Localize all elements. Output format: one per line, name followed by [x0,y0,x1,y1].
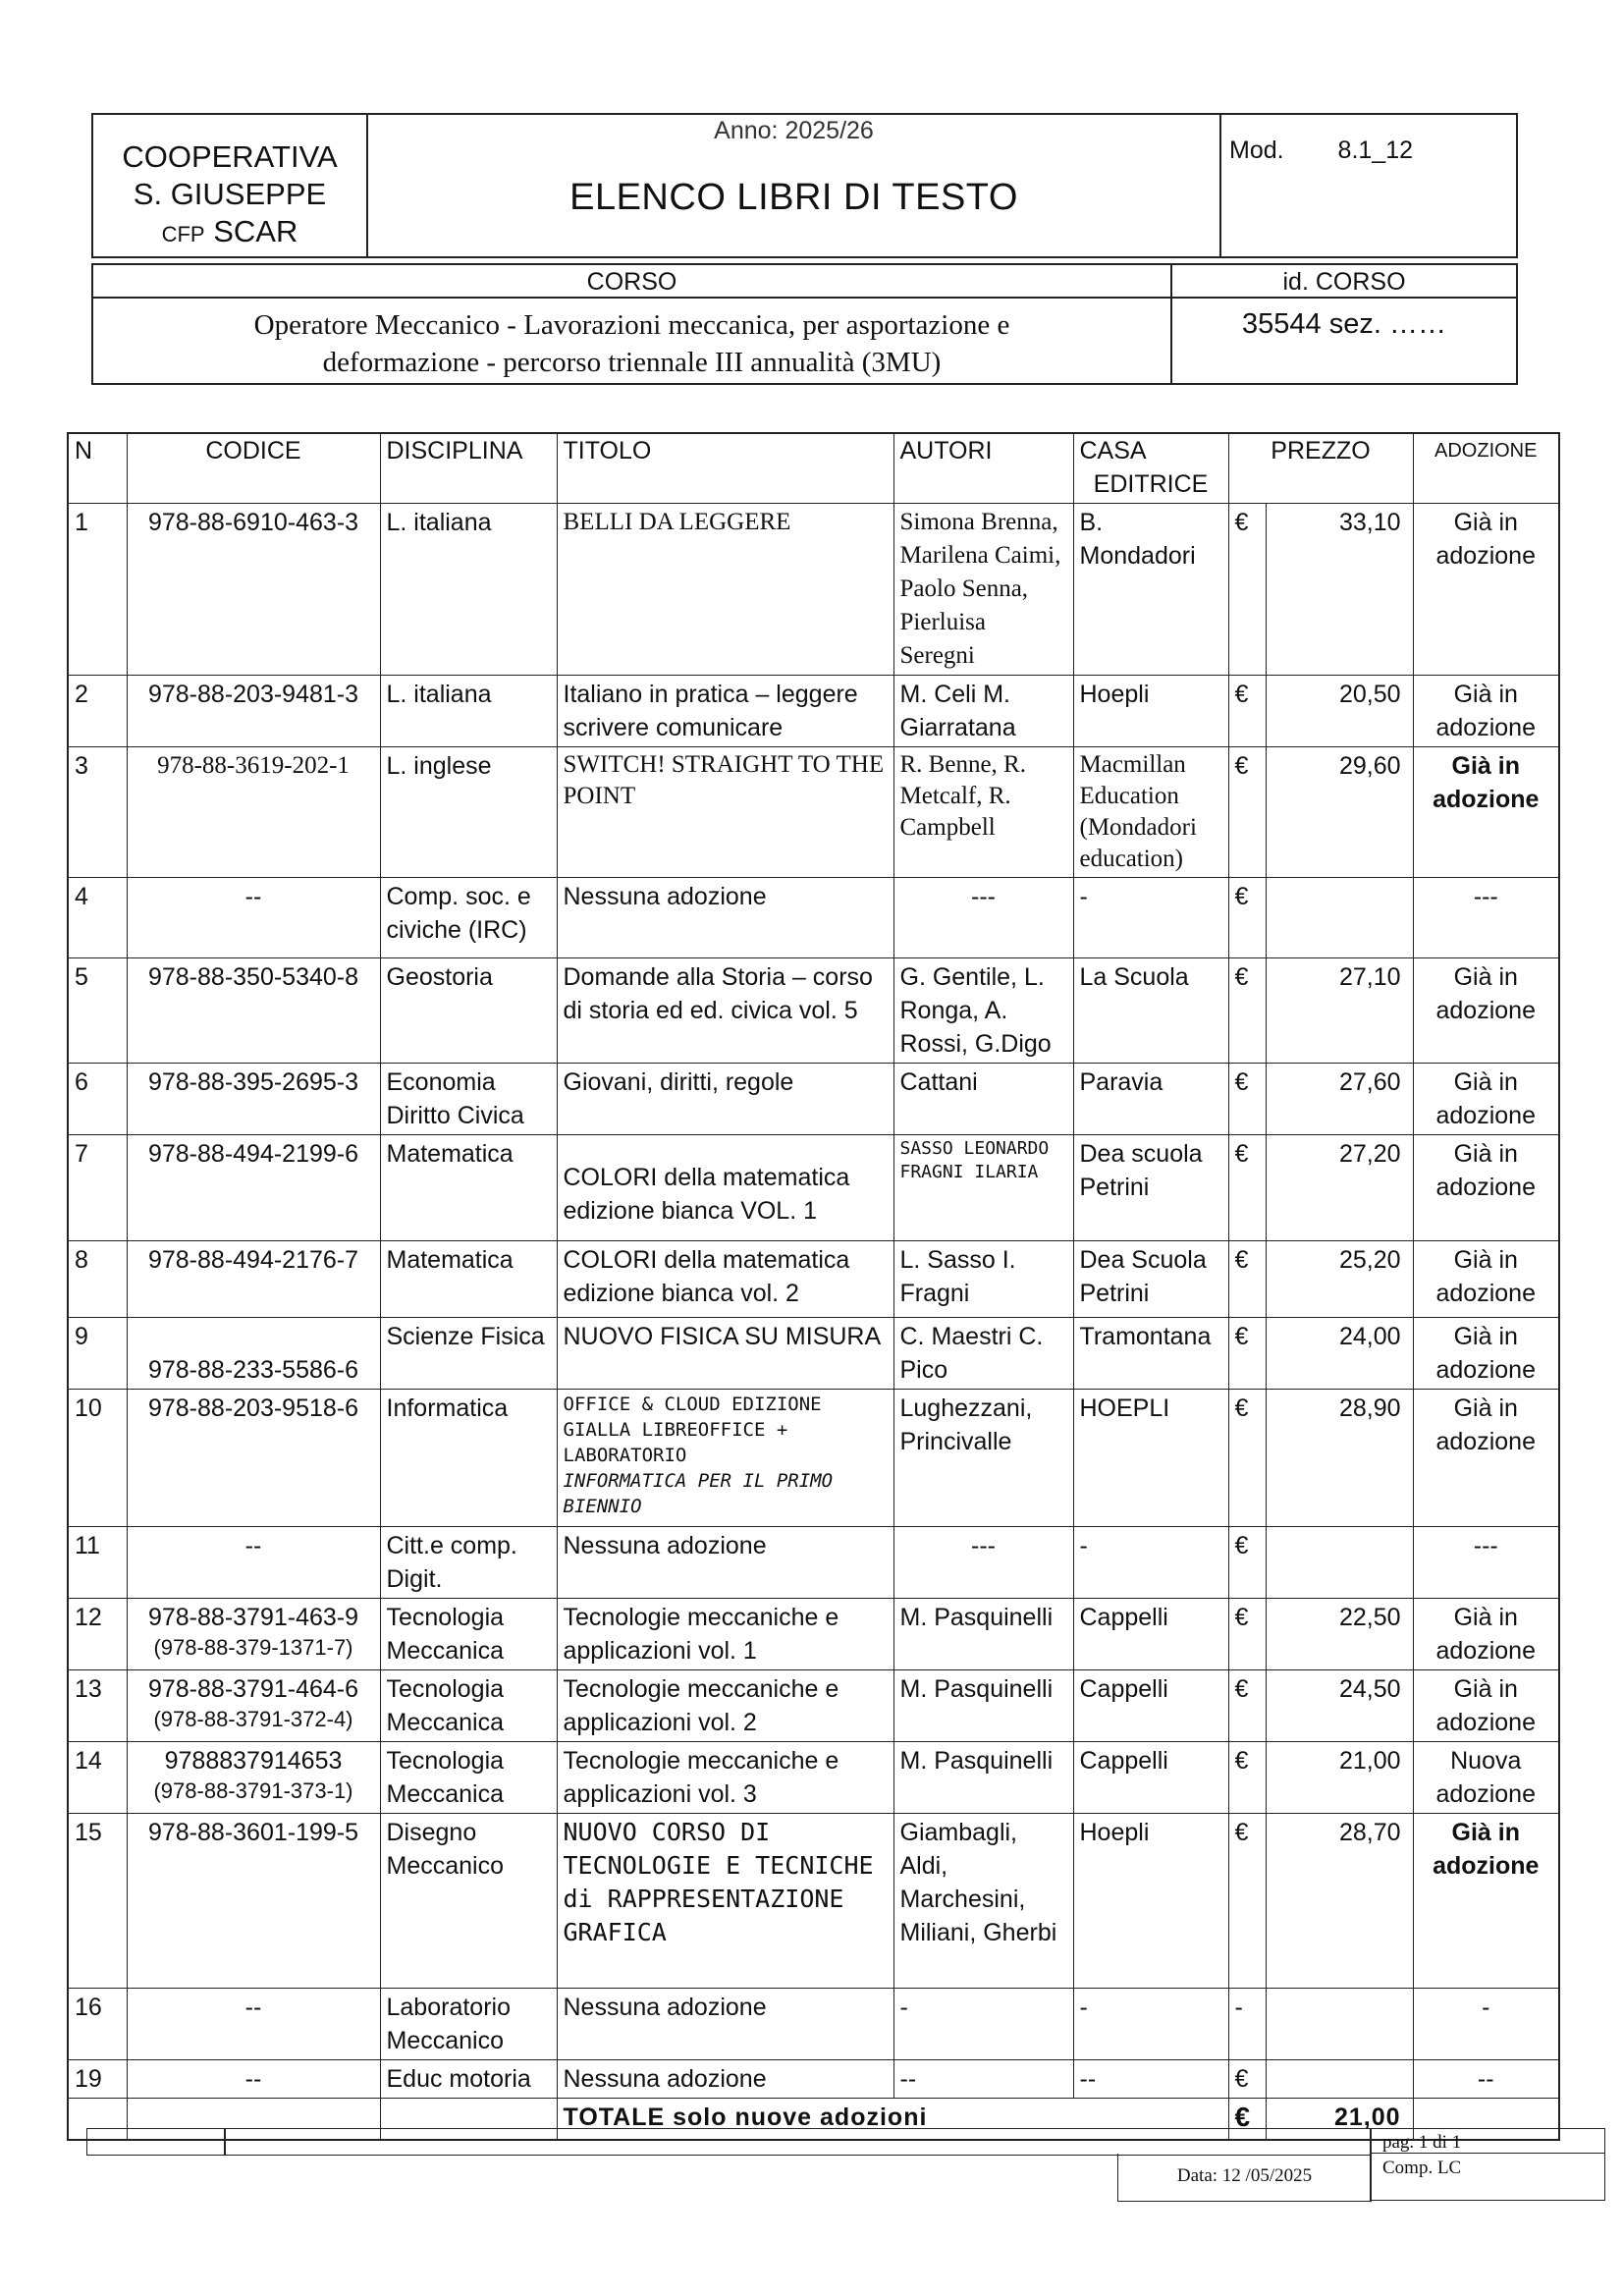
cell-autori: M. Pasquinelli [893,1742,1073,1814]
cell-autori: G. Gentile, L. Ronga, A. Rossi, G.Digo [893,958,1073,1064]
table-row [68,1670,1559,1742]
cell-disciplina: L. inglese [380,747,557,878]
cell-adozione: Già in adozione [1413,958,1559,1064]
cell-casa: B. Mondadori [1073,504,1228,676]
cell-n: 4 [68,878,127,958]
footer-box [224,2128,1372,2156]
cell-prezzo: 33,10 [1266,504,1413,676]
cell-prezzo: 28,90 [1266,1390,1413,1527]
cell-prezzo [1266,2060,1413,2099]
cell-disciplina: Tecnologia Meccanica [380,1599,557,1670]
cell-prezzo: 24,50 [1266,1670,1413,1742]
cell-disciplina: Geostoria [380,958,557,1064]
cell-titolo: Nessuna adozione [557,2060,893,2099]
table-row [68,1814,1559,1989]
cell-autori: Giambagli, Aldi, Marchesini, Miliani, Gherbi [893,1814,1073,1989]
cell-adozione: Già in adozione [1413,1814,1559,1989]
cell-casa: - [1073,878,1228,958]
cell-prezzo: 28,70 [1266,1814,1413,1989]
cell-codice: 978-88-3791-463-9 (978-88-379-1371-7) [127,1599,380,1670]
cell-n: 19 [68,2060,127,2099]
cell-n: 7 [68,1135,127,1241]
total-label: TOTALE solo nuove adozioni [557,2099,1228,2140]
cell-titolo: NUOVO CORSO DI TECNOLOGIE E TECNICHE di RAPPRESENTAZIONE GRAFICA [557,1814,893,1989]
table-row [68,958,1559,1064]
table-row [68,1989,1559,2060]
cell-titolo: Nessuna adozione [557,1989,893,2060]
cell-casa: HOEPLI [1073,1390,1228,1527]
cell-titolo: Nessuna adozione [557,1527,893,1599]
cell-autori: --- [893,878,1073,958]
cell-prezzo: 27,60 [1266,1064,1413,1135]
table-row [68,1390,1559,1527]
cell-valuta: € [1228,676,1266,747]
cell-codice: 978-88-494-2199-6 [127,1135,380,1241]
table-row [68,1742,1559,1814]
cell-prezzo: 24,00 [1266,1318,1413,1390]
cell-adozione: - [1413,1989,1559,2060]
cell-titolo: Tecnologie meccaniche e applicazioni vol. 1 [557,1599,893,1670]
cell-disciplina: Tecnologia Meccanica [380,1670,557,1742]
cell-codice: 978-88-350-5340-8 [127,958,380,1064]
cell-casa: La Scuola [1073,958,1228,1064]
cell-codice: 978-88-203-9518-6 [127,1390,380,1527]
total-valuta: € [1228,2099,1266,2140]
cell-n: 9 [68,1318,127,1390]
cell-valuta: € [1228,1318,1266,1390]
cell-disciplina: Matematica [380,1135,557,1241]
cell-codice: 978-88-3601-199-5 [127,1814,380,1989]
org-name-2: S. GIUSEPPE [133,177,327,211]
header-codice: CODICE [127,433,380,504]
cell-adozione: Già in adozione [1413,676,1559,747]
cell-titolo: Giovani, diritti, regole [557,1064,893,1135]
cell-codice: 978-88-3619-202-1 [127,747,380,878]
table-row [68,1241,1559,1318]
cell-disciplina: Tecnologia Meccanica [380,1742,557,1814]
cell-prezzo [1266,878,1413,958]
cell-titolo: Italiano in pratica – leggere scrivere comunicare [557,676,893,747]
cell-titolo: OFFICE & CLOUD EDIZIONE GIALLA LIBREOFFICE + LABORATORIO INFORMATICA PER IL PRIMO BIENNIO [557,1390,893,1527]
table-row [68,504,1559,676]
cell-codice: 978-88-6910-463-3 [127,504,380,676]
cell-adozione: --- [1413,1527,1559,1599]
cell-adozione: Già in adozione [1413,504,1559,676]
cell-valuta: € [1228,1064,1266,1135]
cell-adozione: Già in adozione [1413,1390,1559,1527]
page-footer [86,2128,1508,2202]
cell-disciplina: Informatica [380,1390,557,1527]
table-row [68,1064,1559,1135]
cell-n: 1 [68,504,127,676]
cell-titolo: COLORI della matematica edizione bianca VOL. 1 [557,1135,893,1241]
header-titolo: TITOLO [557,433,893,504]
org-cfp: CFP SCAR [161,214,298,248]
cell-adozione: Già in adozione [1413,1064,1559,1135]
table-row [68,878,1559,958]
footer-date: Data: 12 /05/2025 [1117,2154,1372,2202]
mod-label: Mod. [1229,137,1284,164]
cell-codice: -- [127,1527,380,1599]
cell-valuta: € [1228,747,1266,878]
cell-codice: 978-88-494-2176-7 [127,1241,380,1318]
cell-n: 2 [68,676,127,747]
footer-compiler: Comp. LC [1370,2154,1605,2201]
cell-adozione: Già in adozione [1413,1241,1559,1318]
course-id-value: 35544 sez. …… [1242,308,1446,340]
header-n: N [68,433,127,504]
cell-autori: M. Pasquinelli [893,1599,1073,1670]
table-row [68,1527,1559,1599]
table-header-row [68,433,1559,504]
cell-autori: M. Pasquinelli [893,1670,1073,1742]
course-id-label: id. CORSO [1172,265,1516,299]
header-disciplina: DISCIPLINA [380,433,557,504]
cell-casa: Macmillan Education (Mondadori education) [1073,747,1228,878]
cell-casa: -- [1073,2060,1228,2099]
cell-disciplina: Educ motoria [380,2060,557,2099]
cell-n: 8 [68,1241,127,1318]
cell-n: 10 [68,1390,127,1527]
footer-page-number: pag. 1 di 1 [1370,2128,1605,2154]
course-box [91,263,1518,385]
cell-autori: -- [893,2060,1073,2099]
cell-valuta: € [1228,1670,1266,1742]
header-adozione: ADOZIONE [1413,433,1559,504]
cell-valuta: € [1228,1814,1266,1989]
cell-valuta: € [1228,1390,1266,1527]
cell-valuta: € [1228,878,1266,958]
cell-codice: -- [127,2060,380,2099]
organization-box [93,115,368,256]
cell-codice: -- [127,878,380,958]
cell-casa: Dea Scuola Petrini [1073,1241,1228,1318]
cell-prezzo [1266,1527,1413,1599]
cell-autori: Lughezzani, Princivalle [893,1390,1073,1527]
cell-adozione: Già in adozione [1413,1599,1559,1670]
header-prezzo: PREZZO [1228,433,1413,504]
cell-prezzo: 27,10 [1266,958,1413,1064]
cell-titolo: NUOVO FISICA SU MISURA [557,1318,893,1390]
cell-adozione: Già in adozione [1413,1318,1559,1390]
cell-prezzo: 20,50 [1266,676,1413,747]
cell-disciplina: Laboratorio Meccanico [380,1989,557,2060]
cell-valuta: € [1228,1241,1266,1318]
table-row [68,2060,1559,2099]
cell-autori: --- [893,1527,1073,1599]
cell-titolo: Tecnologie meccaniche e applicazioni vol. 2 [557,1670,893,1742]
textbook-table [67,432,1560,2141]
cell-titolo: COLORI della matematica edizione bianca vol. 2 [557,1241,893,1318]
cell-prezzo [1266,1989,1413,2060]
cell-casa: - [1073,1989,1228,2060]
table-row [68,1318,1559,1390]
cell-valuta: € [1228,2060,1266,2099]
cell-autori: L. Sasso I. Fragni [893,1241,1073,1318]
cell-casa: Paravia [1073,1064,1228,1135]
cell-disciplina: Matematica [380,1241,557,1318]
cell-n: 3 [68,747,127,878]
cell-autori: M. Celi M. Giarratana [893,676,1073,747]
cell-valuta: € [1228,1527,1266,1599]
cell-autori: - [893,1989,1073,2060]
cell-n: 13 [68,1670,127,1742]
cell-valuta: - [1228,1989,1266,2060]
total-value: 21,00 [1266,2099,1413,2140]
cell-valuta: € [1228,504,1266,676]
table-row [68,1599,1559,1670]
cell-valuta: € [1228,1135,1266,1241]
cell-adozione: Già in adozione [1413,1135,1559,1241]
cell-casa: Cappelli [1073,1670,1228,1742]
cell-disciplina: L. italiana [380,676,557,747]
cell-adozione: --- [1413,878,1559,958]
cell-casa: Tramontana [1073,1318,1228,1390]
cell-autori: SASSO LEONARDO FRAGNI ILARIA [893,1135,1073,1241]
cell-casa: Hoepli [1073,1814,1228,1989]
cell-titolo: Tecnologie meccaniche e applicazioni vol. 3 [557,1742,893,1814]
cell-prezzo: 29,60 [1266,747,1413,878]
cell-valuta: € [1228,958,1266,1064]
footer-box [86,2128,226,2156]
cell-adozione: Già in adozione [1413,747,1559,878]
module-box [1219,115,1516,256]
mod-value: 8.1_12 [1337,137,1414,164]
cell-autori: R. Benne, R. Metcalf, R. Campbell [893,747,1073,878]
cell-disciplina: L. italiana [380,504,557,676]
cell-disciplina: Citt.e comp. Digit. [380,1527,557,1599]
cell-codice: 978-88-395-2695-3 [127,1064,380,1135]
cell-titolo: SWITCH! STRAIGHT TO THE POINT [557,747,893,878]
cell-prezzo: 25,20 [1266,1241,1413,1318]
cell-n: 11 [68,1527,127,1599]
document-title: ELENCO LIBRI DI TESTO [569,177,1018,218]
cell-disciplina: Disegno Meccanico [380,1814,557,1989]
cell-codice: 978-88-3791-464-6 (978-88-3791-372-4) [127,1670,380,1742]
cell-codice: 978-88-233-5586-6 [127,1318,380,1390]
cell-titolo: Domande alla Storia – corso di storia ed ed. civica vol. 5 [557,958,893,1064]
cell-adozione: -- [1413,2060,1559,2099]
cell-autori: Cattani [893,1064,1073,1135]
cell-disciplina: Scienze Fisica [380,1318,557,1390]
cell-n: 12 [68,1599,127,1670]
header-autori: AUTORI [893,433,1073,504]
course-name: Operatore Meccanico - Lavorazioni meccanica, per asportazione e deformazione - percorso triennale III annualità (3MU) [93,299,1172,383]
cell-prezzo: 27,20 [1266,1135,1413,1241]
title-box [368,115,1221,256]
cell-n: 14 [68,1742,127,1814]
cell-autori: Simona Brenna, Marilena Caimi, Paolo Senna, Pierluisa Seregni [893,504,1073,676]
cell-codice: -- [127,1989,380,2060]
table-row [68,1135,1559,1241]
cell-casa: Cappelli [1073,1599,1228,1670]
cell-casa: Dea scuola Petrini [1073,1135,1228,1241]
cell-casa: - [1073,1527,1228,1599]
cell-n: 15 [68,1814,127,1989]
cell-prezzo: 22,50 [1266,1599,1413,1670]
cell-disciplina: Economia Diritto Civica [380,1064,557,1135]
cell-n: 5 [68,958,127,1064]
header-casa-editrice: CASA EDITRICE [1073,433,1228,504]
school-year: Anno: 2025/26 [714,117,874,144]
cell-n: 16 [68,1989,127,2060]
org-name: COOPERATIVA [122,139,338,174]
cell-adozione: Già in adozione [1413,1670,1559,1742]
cell-autori: C. Maestri C. Pico [893,1318,1073,1390]
document-header [91,113,1518,258]
cell-codice: 978-88-203-9481-3 [127,676,380,747]
cell-valuta: € [1228,1742,1266,1814]
cell-valuta: € [1228,1599,1266,1670]
table-row [68,676,1559,747]
cell-codice: 9788837914653 (978-88-3791-373-1) [127,1742,380,1814]
cell-adozione: Nuova adozione [1413,1742,1559,1814]
cell-casa: Hoepli [1073,676,1228,747]
table-row [68,747,1559,878]
cell-n: 6 [68,1064,127,1135]
cell-titolo: BELLI DA LEGGERE [557,504,893,676]
cell-disciplina: Comp. soc. e civiche (IRC) [380,878,557,958]
course-label: CORSO [93,265,1172,299]
cell-casa: Cappelli [1073,1742,1228,1814]
cell-prezzo: 21,00 [1266,1742,1413,1814]
cell-titolo: Nessuna adozione [557,878,893,958]
